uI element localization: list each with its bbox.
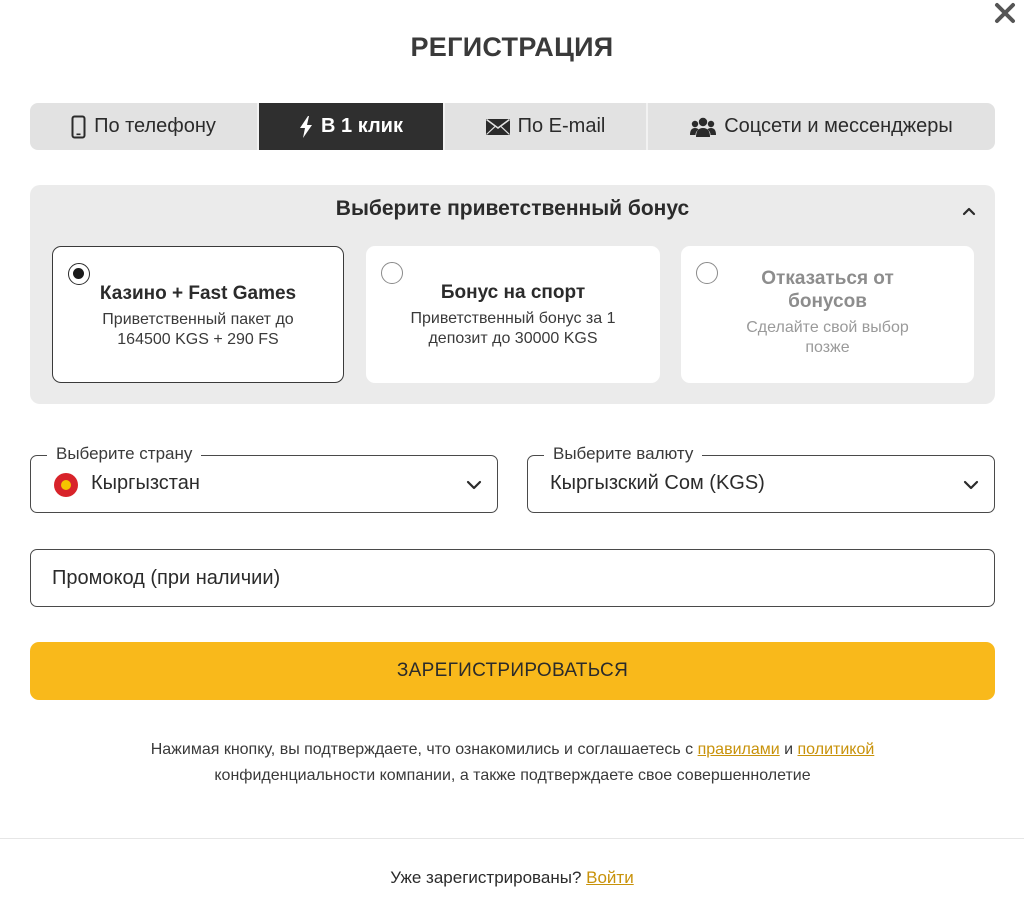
bonus-option-title: Казино + Fast Games xyxy=(99,283,297,304)
terms-text-and: и xyxy=(779,741,798,758)
bonus-option-sport[interactable] xyxy=(366,246,660,383)
register-button[interactable]: ЗАРЕГИСТРИРОВАТЬСЯ xyxy=(30,642,995,700)
country-select-value: Кыргызстан xyxy=(91,472,200,494)
chevron-down-icon xyxy=(465,476,483,494)
currency-select-value: Кыргызский Сом (KGS) xyxy=(550,472,765,494)
terms-text-part1: Нажимая кнопку, вы подтверждаете, что ознакомились и соглашаетесь с xyxy=(150,741,698,758)
bonus-panel-title: Выберите приветственный бонус xyxy=(335,197,690,220)
bonus-option-description: Приветственный пакет до 164500 KGS + 290 FS xyxy=(102,311,294,348)
registration-method-tabs xyxy=(30,103,995,150)
promo-code-input[interactable] xyxy=(30,549,995,607)
bonus-option-decline[interactable] xyxy=(681,246,974,383)
tab-social[interactable] xyxy=(646,103,995,150)
welcome-bonus-panel xyxy=(30,185,995,404)
rules-link[interactable]: правилами xyxy=(697,741,780,758)
terms-text-part2: конфиденциальности компании, а также подтверждаете свое совершеннолетие xyxy=(214,767,811,784)
country-select-label: Выберите страну xyxy=(47,444,201,464)
terms-text xyxy=(60,737,965,789)
tab-label: По E-mail xyxy=(517,115,606,137)
kyrgyzstan-flag-icon xyxy=(54,473,78,497)
chevron-up-icon[interactable] xyxy=(961,203,977,219)
divider xyxy=(0,838,1024,839)
envelope-icon xyxy=(486,119,510,135)
bonus-option-title: Бонус на спорт xyxy=(440,282,586,303)
phone-icon xyxy=(71,115,86,139)
tab-phone[interactable] xyxy=(30,103,257,150)
login-link[interactable]: Войти xyxy=(586,868,634,887)
close-icon xyxy=(992,0,1018,26)
tab-one-click[interactable] xyxy=(257,103,443,150)
bonus-option-casino[interactable] xyxy=(52,246,344,383)
country-select[interactable] xyxy=(30,444,498,513)
tab-email[interactable] xyxy=(443,103,646,150)
chevron-down-icon xyxy=(962,476,980,494)
bonus-option-title: Отказаться от бонусов xyxy=(761,268,894,312)
privacy-policy-link[interactable]: политикой xyxy=(797,741,875,758)
login-question: Уже зарегистрированы? xyxy=(390,868,587,887)
dialog-title: РЕГИСТРАЦИЯ xyxy=(410,32,614,62)
tab-label: В 1 клик xyxy=(321,115,403,137)
tab-label: По телефону xyxy=(94,115,216,137)
tab-label: Соцсети и мессенджеры xyxy=(724,115,953,137)
currency-select-label: Выберите валюту xyxy=(544,444,702,464)
login-prompt xyxy=(0,868,1024,888)
bonus-option-description: Сделайте свой выбор позже xyxy=(746,319,909,356)
currency-select[interactable] xyxy=(527,444,995,513)
lightning-icon xyxy=(299,116,313,138)
close-button[interactable] xyxy=(992,0,1018,26)
bonus-option-description: Приветственный бонус за 1 депозит до 30000 KGS xyxy=(410,310,616,347)
users-icon xyxy=(690,117,716,137)
